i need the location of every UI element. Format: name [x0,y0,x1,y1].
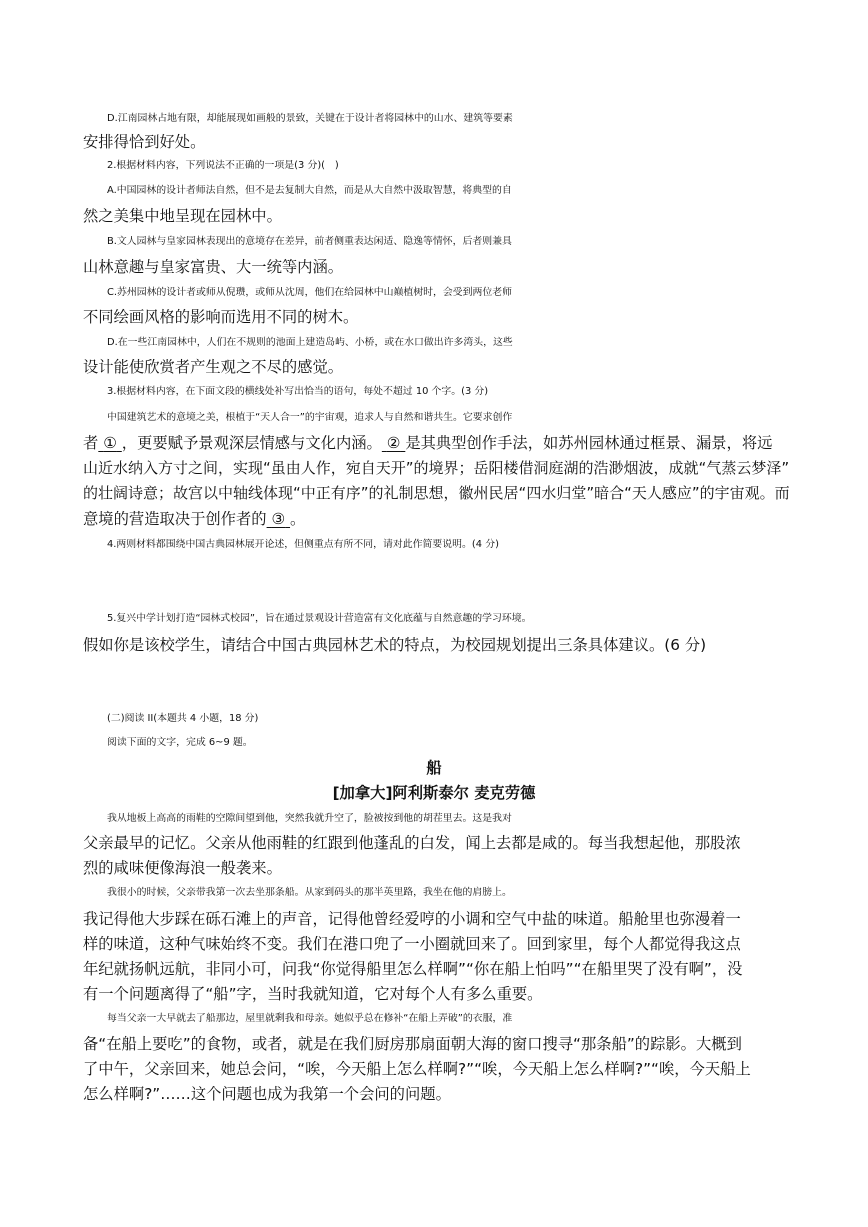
story-p2-line5: 有一个问题离得了“船”字，当时我就知道，它对每个人有多么重要。 [83,985,543,1003]
story-p3-line1: 每当父亲一大早就去了船那边，屋里就剩我和母亲。她似乎总在修补“在船上弄破”的衣服，准 [107,1013,513,1024]
q3-text: 意境的营造取决于创作者的 [83,510,267,528]
story-p2-line4: 年纪就扬帆远航，非同小可，问我“你觉得船里怎么样啊”“你在船上怕吗”“在船里哭了没有啊”，没 [83,960,743,978]
q3-para-line1: 中国建筑艺术的意境之美，根植于“天人合一”的宇宙观，追求人与自然和谐共生。它要求创作 [107,412,513,423]
q5-line2: 假如你是该校学生，请结合中国古典园林艺术的特点，为校园规划提出三条具体建议。(6 分) [83,636,707,654]
q2-option-b-line1: B.文人园林与皇家园林表现出的意境存在差异，前者侧重表达闲适、隐逸等情怀，后者则兼具 [107,236,512,247]
q5-line1: 5.复兴中学计划打造“园林式校园”，旨在通过景观设计营造富有文化底蕴与自然意趣的学习环境。 [107,613,532,624]
section-instruction: 阅读下面的文字，完成 6~9 题。 [107,737,253,748]
q3-text: 者 [83,434,99,452]
q2-option-d-line1: D.在一些江南园林中，人们在不规则的池面上建造岛屿、小桥，或在水口做出许多湾头，这些 [107,337,513,348]
section-header: (二)阅读 II(本题共 4 小题，18 分) [107,713,259,724]
q4-stem: 4.两则材料都围绕中国古典园林展开论述，但侧重点有所不同，请对此作简要说明。(4 分) [107,539,499,550]
q2-stem: 2.根据材料内容，下列说法不正确的一项是(3 分)( ) [107,160,339,171]
q1-option-d-line2: 安排得恰到好处。 [83,133,206,151]
q2-option-a-line2: 然之美集中地呈现在园林中。 [83,207,282,225]
q3-para-line3: 山近水纳入方寸之间，实现“虽由人作，宛自天开”的境界；岳阳楼借洞庭湖的浩渺烟波，成就“气蒸云梦泽” [83,459,790,477]
story-p3-line4: 怎么样啊?”……这个问题也成为我第一个会问的问题。 [83,1085,451,1103]
q3-text: 。 [290,510,306,528]
q3-para-line5 [83,508,803,530]
q3-para-line4: 的壮阔诗意；故宫以中轴线体现“中正有序”的礼制思想，徽州民居“四水归堂”暗合“天人感应”的宇宙观。而 [83,484,790,502]
q2-option-b-line2: 山林意趣与皇家富贵、大一统等内涵。 [83,258,344,276]
q2-option-c-line1: C.苏州园林的设计者或师从倪瓒，或师从沈周，他们在给园林中山巅植树时，会受到两位老师 [107,287,513,298]
q3-para-line2 [83,432,803,454]
q3-text: ，更要赋予景观深层情感与文化内涵。 [121,434,382,452]
story-p1-line1: 我从地板上高高的雨鞋的空隙间望到他，突然我就升空了，脸被按到他的胡茬里去。这是我对 [107,813,512,824]
q3-stem: 3.根据材料内容，在下面文段的横线处补写出恰当的语句，每处不超过 10 个字。(3 分) [107,386,489,397]
story-p3-line3: 了中午，父亲回来，她总会问，“唉，今天船上怎么样啊?”“唉，今天船上怎么样啊?”“唉，今天船上 [83,1060,751,1078]
q3-blank-2: ② [386,434,401,452]
story-p3-line2: 备“在船上要吃”的食物，或者，就是在我们厨房那扇面朝大海的窗口搜寻“那条船”的踪影。大概到 [83,1035,742,1053]
q3-text: 是其典型创作手法，如苏州园林通过框景、漏景，将远 [405,434,773,452]
q2-option-c-line2: 不同绘画风格的影响而选用不同的树木。 [83,308,359,326]
story-p1-line2: 父亲最早的记忆。父亲从他雨鞋的红跟到他蓬乱的白发，闻上去都是咸的。每当我想起他，那股浓 [83,834,741,852]
story-title: 船 [426,759,442,777]
q2-option-d-line2: 设计能使欣赏者产生观之不尽的感觉。 [83,358,344,376]
story-p2-line2: 我记得他大步踩在砾石滩上的声音，记得他曾经爱哼的小调和空气中盐的味道。船舱里也弥漫着一 [83,910,741,928]
story-p2-line3: 样的味道，这种气味始终不变。我们在港口兜了一小圈就回来了。回到家里，每个人都觉得我这点 [83,935,741,953]
story-author: [加拿大]阿利斯泰尔 麦克劳德 [332,784,536,802]
q2-option-a-line1: A.中国园林的设计者师法自然，但不是去复制大自然，而是从大自然中汲取智慧，将典型的自 [107,185,512,196]
q3-blank-3: ③ [271,510,286,528]
story-p1-line3: 烈的咸味便像海浪一般袭来。 [83,859,282,877]
story-p2-line1: 我很小的时候，父亲带我第一次去坐那条船。从家到码头的那半英里路，我坐在他的肩膀上。 [107,887,512,898]
q3-blank-1: ① [103,434,117,452]
q1-option-d-line1: D.江南园林占地有限，却能展现如画般的景致，关键在于设计者将园林中的山水、建筑等要素 [107,113,513,124]
